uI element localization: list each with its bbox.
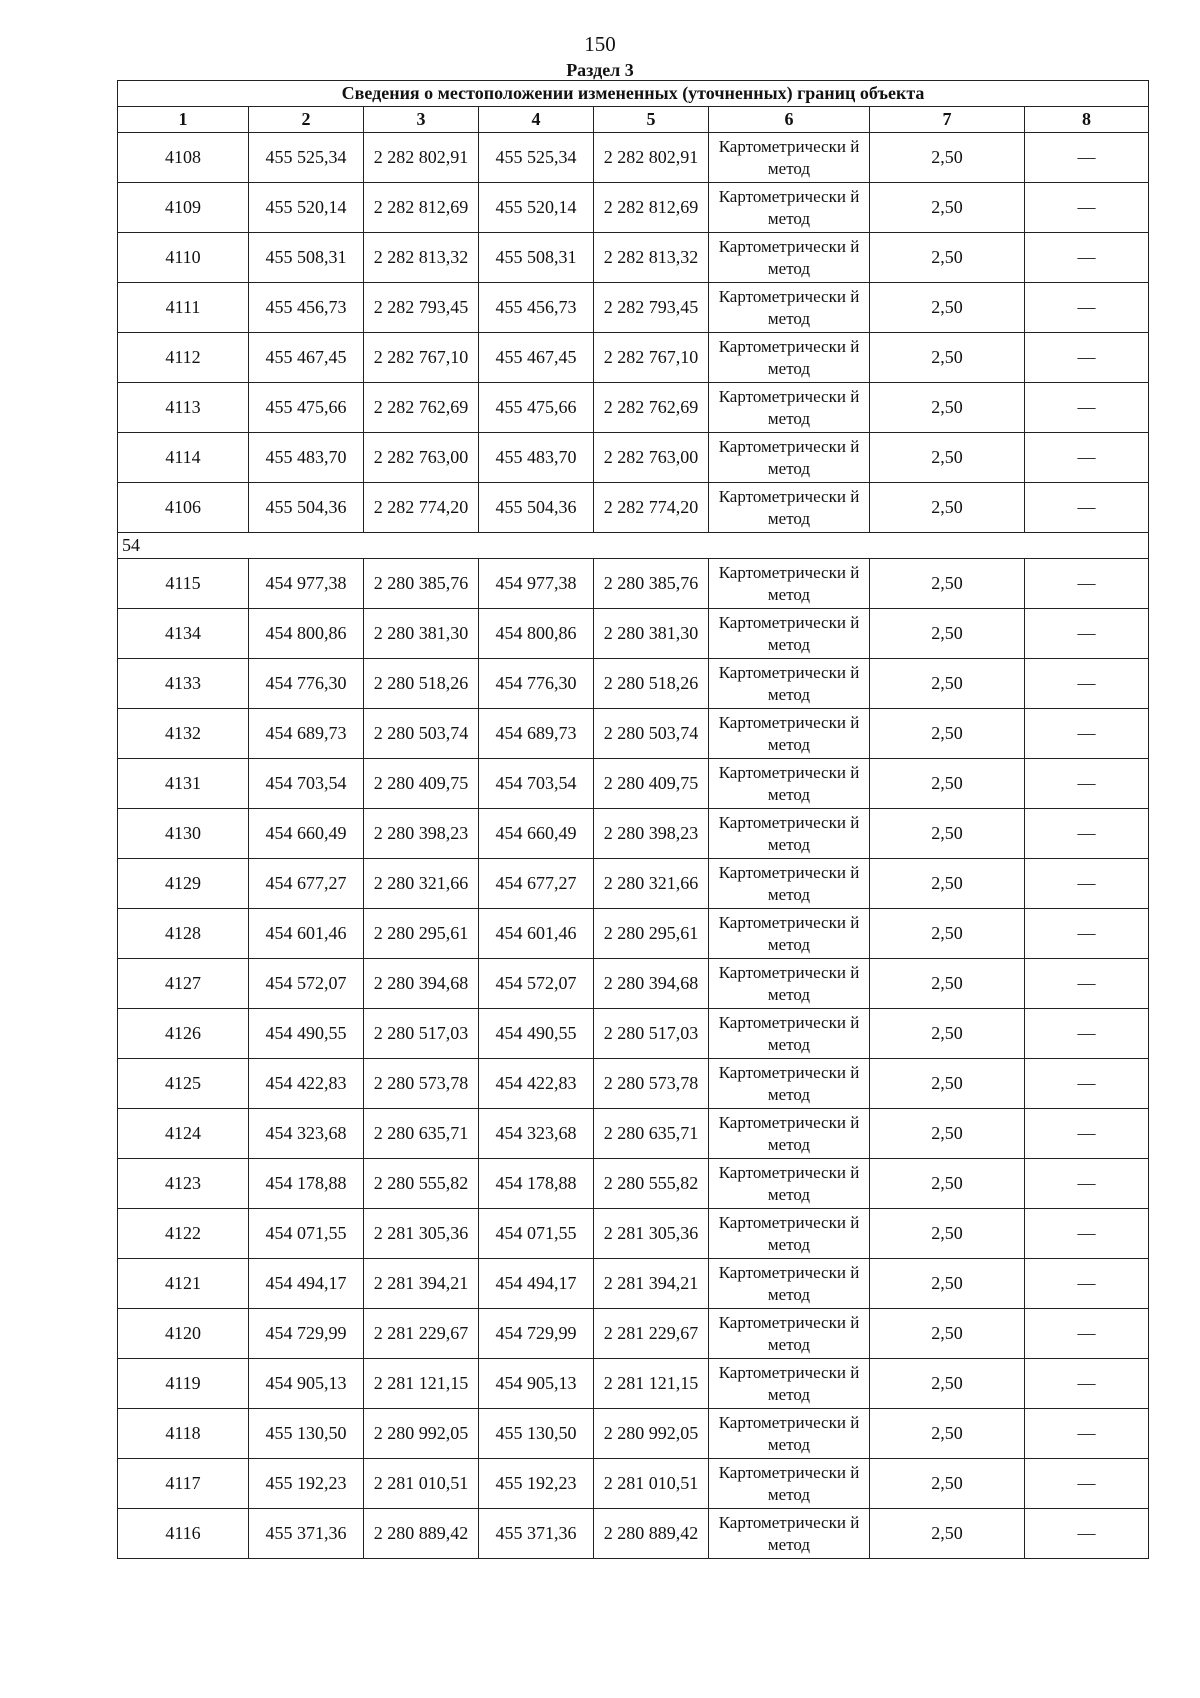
table-row bbox=[118, 1459, 1149, 1509]
method-cell: Картометрически й метод bbox=[709, 333, 870, 383]
point-number-cell: 4126 bbox=[118, 1009, 249, 1059]
note-cell: — bbox=[1025, 1109, 1149, 1159]
y-old-cell: 2 282 813,32 bbox=[364, 233, 479, 283]
point-number-cell: 4127 bbox=[118, 959, 249, 1009]
y-old-cell: 2 280 321,66 bbox=[364, 859, 479, 909]
y-old-cell: 2 280 295,61 bbox=[364, 909, 479, 959]
note-cell: — bbox=[1025, 1309, 1149, 1359]
method-cell: Картометрически й метод bbox=[709, 759, 870, 809]
method-cell: Картометрически й метод bbox=[709, 659, 870, 709]
method-cell: Картометрически й метод bbox=[709, 233, 870, 283]
table-row bbox=[118, 133, 1149, 183]
point-number-cell: 4115 bbox=[118, 559, 249, 609]
table-row bbox=[118, 1209, 1149, 1259]
note-cell: — bbox=[1025, 1259, 1149, 1309]
y-new-cell: 2 282 763,00 bbox=[594, 433, 709, 483]
table-body bbox=[118, 133, 1149, 1559]
point-number-cell: 4110 bbox=[118, 233, 249, 283]
y-old-cell: 2 282 793,45 bbox=[364, 283, 479, 333]
accuracy-cell: 2,50 bbox=[870, 1409, 1025, 1459]
y-old-cell: 2 282 802,91 bbox=[364, 133, 479, 183]
accuracy-cell: 2,50 bbox=[870, 133, 1025, 183]
y-old-cell: 2 282 763,00 bbox=[364, 433, 479, 483]
y-new-cell: 2 281 010,51 bbox=[594, 1459, 709, 1509]
x-old-cell: 455 475,66 bbox=[249, 383, 364, 433]
y-new-cell: 2 280 295,61 bbox=[594, 909, 709, 959]
y-old-cell: 2 282 774,20 bbox=[364, 483, 479, 533]
column-header: 4 bbox=[479, 107, 594, 133]
x-new-cell: 454 977,38 bbox=[479, 559, 594, 609]
point-number-cell: 4129 bbox=[118, 859, 249, 909]
method-cell: Картометрически й метод bbox=[709, 809, 870, 859]
table-row bbox=[118, 1409, 1149, 1459]
column-header: 7 bbox=[870, 107, 1025, 133]
column-number-row bbox=[118, 107, 1149, 133]
accuracy-cell: 2,50 bbox=[870, 1309, 1025, 1359]
x-new-cell: 455 520,14 bbox=[479, 183, 594, 233]
column-header: 6 bbox=[709, 107, 870, 133]
table-row bbox=[118, 1259, 1149, 1309]
accuracy-cell: 2,50 bbox=[870, 809, 1025, 859]
point-number-cell: 4130 bbox=[118, 809, 249, 859]
note-cell: — bbox=[1025, 233, 1149, 283]
x-new-cell: 455 371,36 bbox=[479, 1509, 594, 1559]
y-new-cell: 2 280 573,78 bbox=[594, 1059, 709, 1109]
x-new-cell: 454 703,54 bbox=[479, 759, 594, 809]
accuracy-cell: 2,50 bbox=[870, 709, 1025, 759]
y-old-cell: 2 280 555,82 bbox=[364, 1159, 479, 1209]
point-number-cell: 4112 bbox=[118, 333, 249, 383]
x-old-cell: 454 905,13 bbox=[249, 1359, 364, 1409]
y-old-cell: 2 281 010,51 bbox=[364, 1459, 479, 1509]
method-cell: Картометрически й метод bbox=[709, 283, 870, 333]
point-number-cell: 4125 bbox=[118, 1059, 249, 1109]
y-new-cell: 2 280 889,42 bbox=[594, 1509, 709, 1559]
accuracy-cell: 2,50 bbox=[870, 1509, 1025, 1559]
x-old-cell: 454 776,30 bbox=[249, 659, 364, 709]
method-cell: Картометрически й метод bbox=[709, 1059, 870, 1109]
x-old-cell: 455 467,45 bbox=[249, 333, 364, 383]
boundary-coordinates-table bbox=[117, 80, 1149, 1559]
note-cell: — bbox=[1025, 1359, 1149, 1409]
x-new-cell: 454 800,86 bbox=[479, 609, 594, 659]
method-cell: Картометрически й метод bbox=[709, 859, 870, 909]
x-new-cell: 455 504,36 bbox=[479, 483, 594, 533]
note-cell: — bbox=[1025, 809, 1149, 859]
table-row bbox=[118, 183, 1149, 233]
note-cell: — bbox=[1025, 283, 1149, 333]
note-cell: — bbox=[1025, 959, 1149, 1009]
note-cell: — bbox=[1025, 1059, 1149, 1109]
y-old-cell: 2 280 992,05 bbox=[364, 1409, 479, 1459]
method-cell: Картометрически й метод bbox=[709, 959, 870, 1009]
table-row bbox=[118, 809, 1149, 859]
method-cell: Картометрически й метод bbox=[709, 909, 870, 959]
x-new-cell: 454 689,73 bbox=[479, 709, 594, 759]
x-old-cell: 454 490,55 bbox=[249, 1009, 364, 1059]
x-old-cell: 454 572,07 bbox=[249, 959, 364, 1009]
y-new-cell: 2 280 503,74 bbox=[594, 709, 709, 759]
x-new-cell: 454 776,30 bbox=[479, 659, 594, 709]
accuracy-cell: 2,50 bbox=[870, 233, 1025, 283]
y-new-cell: 2 280 321,66 bbox=[594, 859, 709, 909]
note-cell: — bbox=[1025, 909, 1149, 959]
x-old-cell: 454 800,86 bbox=[249, 609, 364, 659]
note-cell: — bbox=[1025, 483, 1149, 533]
column-header: 3 bbox=[364, 107, 479, 133]
y-old-cell: 2 280 385,76 bbox=[364, 559, 479, 609]
table-row bbox=[118, 333, 1149, 383]
table-row bbox=[118, 1309, 1149, 1359]
point-number-cell: 4116 bbox=[118, 1509, 249, 1559]
x-new-cell: 454 494,17 bbox=[479, 1259, 594, 1309]
y-new-cell: 2 280 992,05 bbox=[594, 1409, 709, 1459]
note-cell: — bbox=[1025, 1209, 1149, 1259]
y-old-cell: 2 281 121,15 bbox=[364, 1359, 479, 1409]
y-old-cell: 2 282 767,10 bbox=[364, 333, 479, 383]
accuracy-cell: 2,50 bbox=[870, 1109, 1025, 1159]
point-number-cell: 4124 bbox=[118, 1109, 249, 1159]
accuracy-cell: 2,50 bbox=[870, 1159, 1025, 1209]
method-cell: Картометрически й метод bbox=[709, 433, 870, 483]
accuracy-cell: 2,50 bbox=[870, 1059, 1025, 1109]
accuracy-cell: 2,50 bbox=[870, 483, 1025, 533]
note-cell: — bbox=[1025, 659, 1149, 709]
y-old-cell: 2 281 394,21 bbox=[364, 1259, 479, 1309]
method-cell: Картометрически й метод bbox=[709, 1409, 870, 1459]
x-new-cell: 455 130,50 bbox=[479, 1409, 594, 1459]
y-old-cell: 2 280 573,78 bbox=[364, 1059, 479, 1109]
table-row bbox=[118, 1509, 1149, 1559]
note-cell: — bbox=[1025, 1509, 1149, 1559]
note-cell: — bbox=[1025, 433, 1149, 483]
note-cell: — bbox=[1025, 1159, 1149, 1209]
x-new-cell: 454 601,46 bbox=[479, 909, 594, 959]
method-cell: Картометрически й метод bbox=[709, 609, 870, 659]
accuracy-cell: 2,50 bbox=[870, 959, 1025, 1009]
x-new-cell: 454 490,55 bbox=[479, 1009, 594, 1059]
y-old-cell: 2 280 409,75 bbox=[364, 759, 479, 809]
y-new-cell: 2 280 394,68 bbox=[594, 959, 709, 1009]
y-new-cell: 2 282 813,32 bbox=[594, 233, 709, 283]
x-old-cell: 454 729,99 bbox=[249, 1309, 364, 1359]
note-cell: — bbox=[1025, 333, 1149, 383]
note-cell: — bbox=[1025, 1459, 1149, 1509]
method-cell: Картометрически й метод bbox=[709, 1359, 870, 1409]
x-new-cell: 455 192,23 bbox=[479, 1459, 594, 1509]
table-caption: Сведения о местоположении измененных (уточненных) границ объекта bbox=[118, 81, 1149, 107]
y-old-cell: 2 280 398,23 bbox=[364, 809, 479, 859]
note-cell: — bbox=[1025, 609, 1149, 659]
method-cell: Картометрически й метод bbox=[709, 1259, 870, 1309]
point-number-cell: 4109 bbox=[118, 183, 249, 233]
point-number-cell: 4113 bbox=[118, 383, 249, 433]
accuracy-cell: 2,50 bbox=[870, 383, 1025, 433]
x-new-cell: 454 178,88 bbox=[479, 1159, 594, 1209]
point-number-cell: 4133 bbox=[118, 659, 249, 709]
y-old-cell: 2 280 635,71 bbox=[364, 1109, 479, 1159]
x-new-cell: 454 071,55 bbox=[479, 1209, 594, 1259]
accuracy-cell: 2,50 bbox=[870, 859, 1025, 909]
y-new-cell: 2 280 398,23 bbox=[594, 809, 709, 859]
x-old-cell: 454 323,68 bbox=[249, 1109, 364, 1159]
x-new-cell: 454 323,68 bbox=[479, 1109, 594, 1159]
x-new-cell: 454 905,13 bbox=[479, 1359, 594, 1409]
point-number-cell: 4111 bbox=[118, 283, 249, 333]
table-row bbox=[118, 1359, 1149, 1409]
note-cell: — bbox=[1025, 759, 1149, 809]
method-cell: Картометрически й метод bbox=[709, 1509, 870, 1559]
point-number-cell: 4134 bbox=[118, 609, 249, 659]
method-cell: Картометрически й метод bbox=[709, 1459, 870, 1509]
accuracy-cell: 2,50 bbox=[870, 283, 1025, 333]
x-old-cell: 455 520,14 bbox=[249, 183, 364, 233]
y-old-cell: 2 280 381,30 bbox=[364, 609, 479, 659]
y-new-cell: 2 280 555,82 bbox=[594, 1159, 709, 1209]
y-new-cell: 2 282 802,91 bbox=[594, 133, 709, 183]
note-cell: — bbox=[1025, 859, 1149, 909]
x-old-cell: 454 660,49 bbox=[249, 809, 364, 859]
accuracy-cell: 2,50 bbox=[870, 183, 1025, 233]
y-old-cell: 2 280 889,42 bbox=[364, 1509, 479, 1559]
x-old-cell: 454 703,54 bbox=[249, 759, 364, 809]
table-row bbox=[118, 483, 1149, 533]
accuracy-cell: 2,50 bbox=[870, 1209, 1025, 1259]
y-old-cell: 2 281 305,36 bbox=[364, 1209, 479, 1259]
table-row bbox=[118, 609, 1149, 659]
y-new-cell: 2 280 385,76 bbox=[594, 559, 709, 609]
method-cell: Картометрически й метод bbox=[709, 1159, 870, 1209]
method-cell: Картометрически й метод bbox=[709, 1309, 870, 1359]
x-old-cell: 454 178,88 bbox=[249, 1159, 364, 1209]
x-old-cell: 455 525,34 bbox=[249, 133, 364, 183]
column-header: 5 bbox=[594, 107, 709, 133]
x-new-cell: 454 677,27 bbox=[479, 859, 594, 909]
note-cell: — bbox=[1025, 1009, 1149, 1059]
accuracy-cell: 2,50 bbox=[870, 659, 1025, 709]
y-new-cell: 2 280 381,30 bbox=[594, 609, 709, 659]
accuracy-cell: 2,50 bbox=[870, 909, 1025, 959]
table-row bbox=[118, 659, 1149, 709]
x-old-cell: 454 422,83 bbox=[249, 1059, 364, 1109]
x-old-cell: 455 371,36 bbox=[249, 1509, 364, 1559]
accuracy-cell: 2,50 bbox=[870, 433, 1025, 483]
x-new-cell: 454 572,07 bbox=[479, 959, 594, 1009]
y-old-cell: 2 280 503,74 bbox=[364, 709, 479, 759]
point-number-cell: 4121 bbox=[118, 1259, 249, 1309]
group-label: 54 bbox=[118, 533, 1149, 559]
method-cell: Картометрически й метод bbox=[709, 1109, 870, 1159]
y-old-cell: 2 280 518,26 bbox=[364, 659, 479, 709]
point-number-cell: 4132 bbox=[118, 709, 249, 759]
note-cell: — bbox=[1025, 709, 1149, 759]
y-new-cell: 2 282 762,69 bbox=[594, 383, 709, 433]
y-new-cell: 2 281 229,67 bbox=[594, 1309, 709, 1359]
x-old-cell: 455 130,50 bbox=[249, 1409, 364, 1459]
x-old-cell: 455 192,23 bbox=[249, 1459, 364, 1509]
method-cell: Картометрически й метод bbox=[709, 1209, 870, 1259]
y-new-cell: 2 281 305,36 bbox=[594, 1209, 709, 1259]
method-cell: Картометрически й метод bbox=[709, 559, 870, 609]
section-title: Раздел 3 bbox=[566, 60, 634, 80]
table-row bbox=[118, 383, 1149, 433]
x-new-cell: 455 508,31 bbox=[479, 233, 594, 283]
y-new-cell: 2 281 121,15 bbox=[594, 1359, 709, 1409]
point-number-cell: 4118 bbox=[118, 1409, 249, 1459]
accuracy-cell: 2,50 bbox=[870, 1259, 1025, 1309]
x-new-cell: 455 475,66 bbox=[479, 383, 594, 433]
x-old-cell: 454 071,55 bbox=[249, 1209, 364, 1259]
point-number-cell: 4128 bbox=[118, 909, 249, 959]
method-cell: Картометрически й метод bbox=[709, 383, 870, 433]
x-new-cell: 454 422,83 bbox=[479, 1059, 594, 1109]
accuracy-cell: 2,50 bbox=[870, 609, 1025, 659]
x-new-cell: 455 483,70 bbox=[479, 433, 594, 483]
x-new-cell: 455 456,73 bbox=[479, 283, 594, 333]
note-cell: — bbox=[1025, 133, 1149, 183]
note-cell: — bbox=[1025, 183, 1149, 233]
table-row bbox=[118, 559, 1149, 609]
y-new-cell: 2 282 774,20 bbox=[594, 483, 709, 533]
method-cell: Картометрически й метод bbox=[709, 1009, 870, 1059]
table-row bbox=[118, 909, 1149, 959]
y-new-cell: 2 280 635,71 bbox=[594, 1109, 709, 1159]
y-new-cell: 2 282 767,10 bbox=[594, 333, 709, 383]
x-new-cell: 454 729,99 bbox=[479, 1309, 594, 1359]
y-new-cell: 2 281 394,21 bbox=[594, 1259, 709, 1309]
point-number-cell: 4123 bbox=[118, 1159, 249, 1209]
point-number-cell: 4120 bbox=[118, 1309, 249, 1359]
table-row bbox=[118, 859, 1149, 909]
table-row bbox=[118, 959, 1149, 1009]
accuracy-cell: 2,50 bbox=[870, 759, 1025, 809]
table-row bbox=[118, 759, 1149, 809]
table-row bbox=[118, 433, 1149, 483]
page-number: 150 bbox=[584, 32, 616, 56]
x-new-cell: 454 660,49 bbox=[479, 809, 594, 859]
x-old-cell: 454 494,17 bbox=[249, 1259, 364, 1309]
method-cell: Картометрически й метод bbox=[709, 483, 870, 533]
method-cell: Картометрически й метод bbox=[709, 133, 870, 183]
x-old-cell: 454 601,46 bbox=[249, 909, 364, 959]
y-old-cell: 2 280 517,03 bbox=[364, 1009, 479, 1059]
x-old-cell: 455 504,36 bbox=[249, 483, 364, 533]
x-old-cell: 455 456,73 bbox=[249, 283, 364, 333]
table-row bbox=[118, 1109, 1149, 1159]
point-number-cell: 4131 bbox=[118, 759, 249, 809]
note-cell: — bbox=[1025, 559, 1149, 609]
x-old-cell: 454 977,38 bbox=[249, 559, 364, 609]
y-new-cell: 2 280 517,03 bbox=[594, 1009, 709, 1059]
y-old-cell: 2 281 229,67 bbox=[364, 1309, 479, 1359]
y-old-cell: 2 282 812,69 bbox=[364, 183, 479, 233]
table-row bbox=[118, 709, 1149, 759]
point-number-cell: 4119 bbox=[118, 1359, 249, 1409]
point-number-cell: 4108 bbox=[118, 133, 249, 183]
column-header: 8 bbox=[1025, 107, 1149, 133]
y-new-cell: 2 282 793,45 bbox=[594, 283, 709, 333]
x-new-cell: 455 525,34 bbox=[479, 133, 594, 183]
point-number-cell: 4106 bbox=[118, 483, 249, 533]
y-new-cell: 2 282 812,69 bbox=[594, 183, 709, 233]
x-new-cell: 455 467,45 bbox=[479, 333, 594, 383]
point-number-cell: 4122 bbox=[118, 1209, 249, 1259]
x-old-cell: 454 677,27 bbox=[249, 859, 364, 909]
table-row bbox=[118, 283, 1149, 333]
table-row bbox=[118, 1059, 1149, 1109]
x-old-cell: 455 483,70 bbox=[249, 433, 364, 483]
y-new-cell: 2 280 518,26 bbox=[594, 659, 709, 709]
note-cell: — bbox=[1025, 383, 1149, 433]
table-row bbox=[118, 1009, 1149, 1059]
table-row bbox=[118, 1159, 1149, 1209]
table-row bbox=[118, 233, 1149, 283]
accuracy-cell: 2,50 bbox=[870, 559, 1025, 609]
y-new-cell: 2 280 409,75 bbox=[594, 759, 709, 809]
point-number-cell: 4117 bbox=[118, 1459, 249, 1509]
x-old-cell: 454 689,73 bbox=[249, 709, 364, 759]
note-cell: — bbox=[1025, 1409, 1149, 1459]
accuracy-cell: 2,50 bbox=[870, 1359, 1025, 1409]
method-cell: Картометрически й метод bbox=[709, 709, 870, 759]
x-old-cell: 455 508,31 bbox=[249, 233, 364, 283]
accuracy-cell: 2,50 bbox=[870, 333, 1025, 383]
y-old-cell: 2 282 762,69 bbox=[364, 383, 479, 433]
column-header: 1 bbox=[118, 107, 249, 133]
accuracy-cell: 2,50 bbox=[870, 1009, 1025, 1059]
accuracy-cell: 2,50 bbox=[870, 1459, 1025, 1509]
point-number-cell: 4114 bbox=[118, 433, 249, 483]
table-group-row bbox=[118, 533, 1149, 559]
y-old-cell: 2 280 394,68 bbox=[364, 959, 479, 1009]
method-cell: Картометрически й метод bbox=[709, 183, 870, 233]
column-header: 2 bbox=[249, 107, 364, 133]
